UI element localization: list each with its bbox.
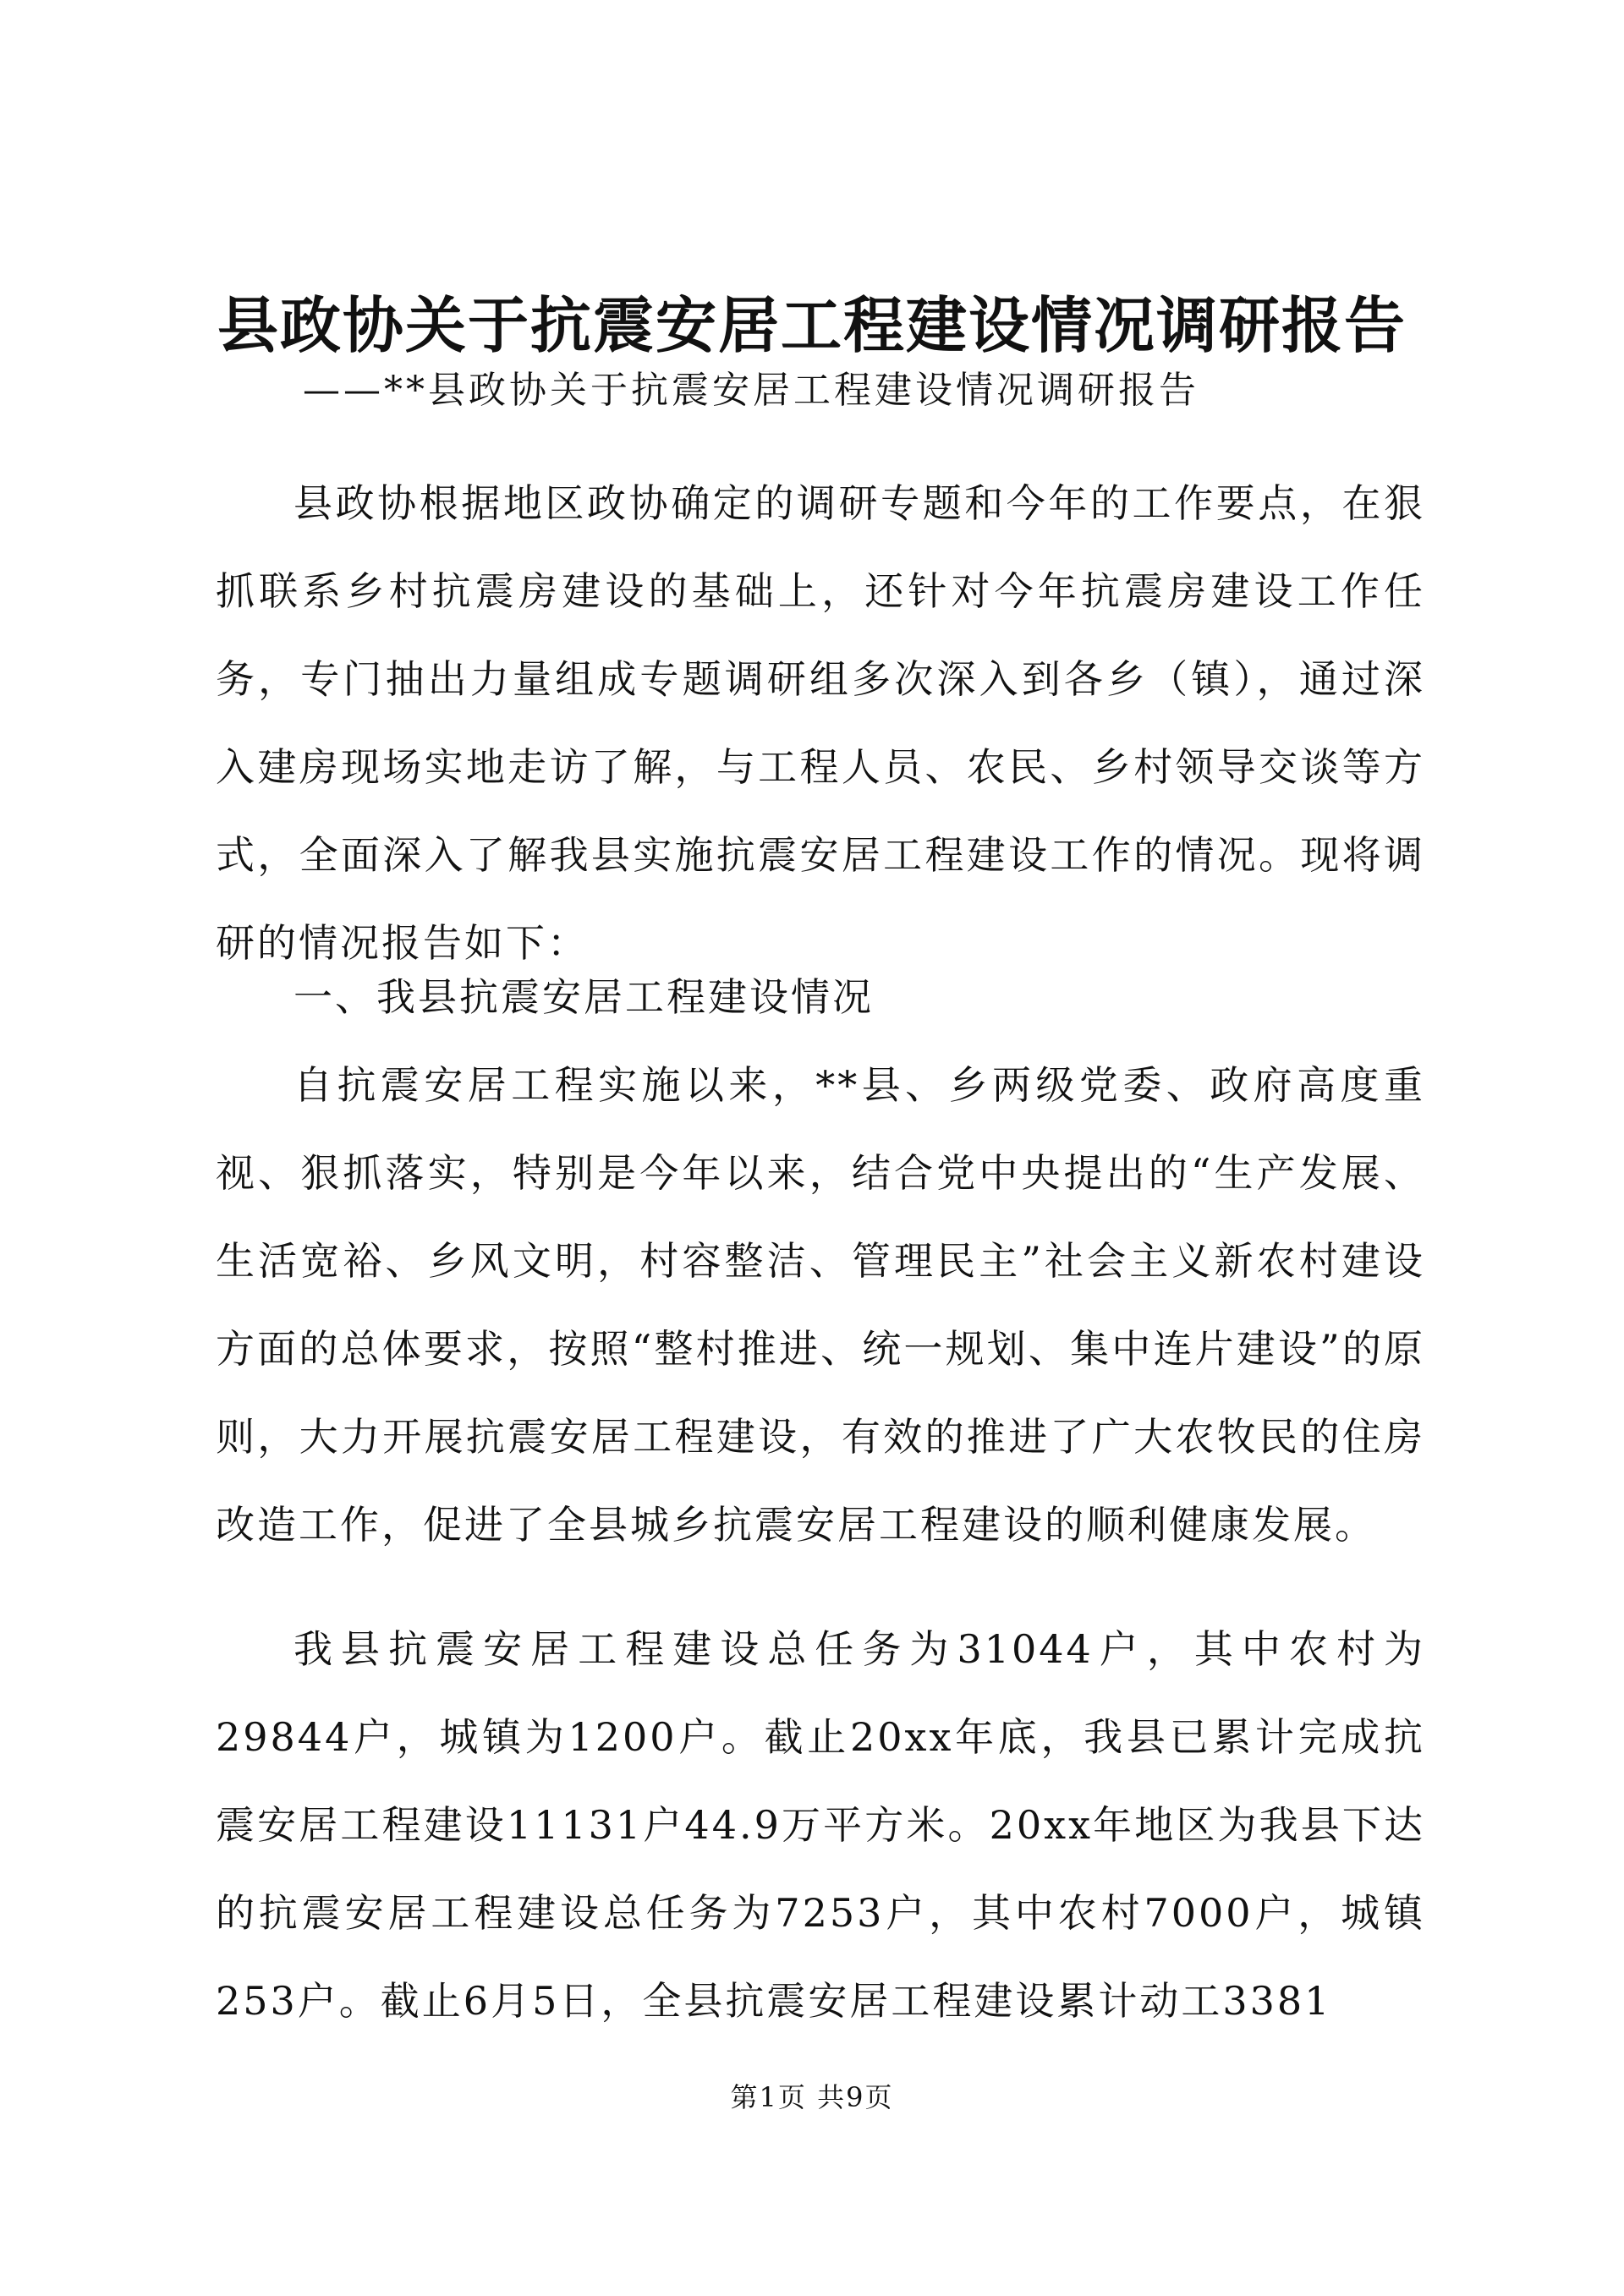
overview-paragraph-block (216, 1041, 1425, 1569)
intro-paragraph-block (216, 459, 1425, 987)
document-subtitle: ——**县政协关于抗震安居工程建设情况调研报告 (303, 369, 1199, 412)
section-heading-block (216, 953, 1425, 1041)
paragraph-intro: 县政协根据地区政协确定的调研专题和今年的工作要点，在狠抓联系乡村抗震房建设的基础上，还针对今年抗震房建设工作任务，专门抽出力量组成专题调研组多次深入到各乡（镇），通过深入建房现场实地走访了解，与工程人员、农民、乡村领导交谈等方式，全面深入了解我县实施抗震安居工程建设工作的情况。现将调研的情况报告如下： (216, 480, 1425, 966)
page-number-footer: 第1页 共9页 (730, 2081, 894, 2113)
section-heading: 一、我县抗震安居工程建设情况 (294, 974, 874, 1020)
document-title: 县政协关于抗震安居工程建设情况调研报告 (217, 290, 1407, 361)
paragraph-statistics: 我县抗震安居工程建设总任务为31044户，其中农村为29844户，城镇为1200户。截止20xx年底，我县已累计完成抗震安居工程建设11131户44.9万平方米。20xx年地区为我县下达的抗震安居工程建设总任务为7253户，其中农村7000户，城镇253户。截止6月5日，全县抗震安居工程建设累计动工3381 (216, 1626, 1425, 2024)
statistics-paragraph-block (216, 1605, 1425, 2045)
paragraph-overview: 自抗震安居工程实施以来，**县、乡两级党委、政府高度重视、狠抓落实，特别是今年以来，结合党中央提出的“生产发展、生活宽裕、乡风文明，村容整洁、管理民主”社会主义新农村建设方面的总体要求，按照“整村推进、统一规划、集中连片建设”的原则，大力开展抗震安居工程建设，有效的推进了广大农牧民的住房改造工作，促进了全县城乡抗震安居工程建设的顺利健康发展。 (216, 1062, 1425, 1548)
